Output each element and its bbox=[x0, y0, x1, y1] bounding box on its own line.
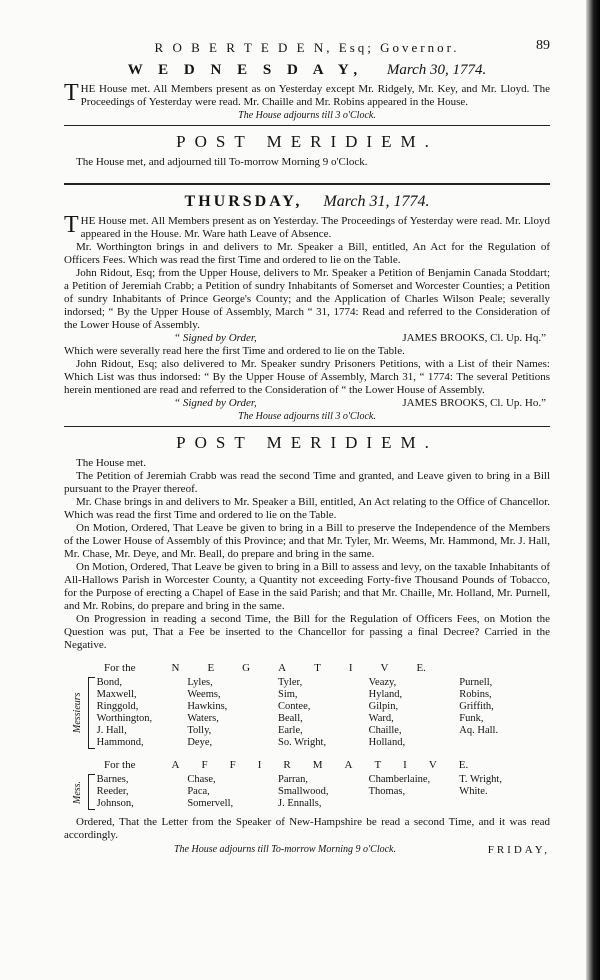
member-name: Waters, bbox=[187, 713, 219, 724]
pm-paragraph-6: On Progression in reading a second Time, the Bill for the Regulation of Officers Fees, on Motion the Question was put, That a Fee be inserted to the Chancellor for passing a final Decree? Carried in the Negative. bbox=[64, 613, 550, 651]
vote-letter: A bbox=[278, 662, 287, 674]
vote-letter: A bbox=[344, 759, 353, 771]
brace bbox=[88, 774, 95, 810]
member-name: Weems, bbox=[187, 689, 221, 700]
member-name: Ward, bbox=[368, 713, 394, 724]
member-name: Thomas, bbox=[368, 786, 406, 797]
catchword: FRIDAY, bbox=[487, 844, 550, 856]
member-name: Ringgold, bbox=[96, 701, 139, 712]
member-name: Maxwell, bbox=[96, 689, 137, 700]
member-name: Worthington, bbox=[96, 713, 153, 724]
post-meridiem-heading-2: POST MERIDIEM. bbox=[176, 433, 438, 452]
member-name: Chamberlaine, bbox=[368, 774, 431, 785]
member-name: Hawkins, bbox=[187, 701, 228, 712]
vote-for-label: For the bbox=[104, 759, 136, 771]
member-name: Bond, bbox=[96, 677, 123, 688]
vote-column bbox=[187, 677, 278, 749]
pm-paragraph-1: The House met. bbox=[76, 457, 146, 469]
vote-letter: R bbox=[283, 759, 291, 771]
brace-label: Messieurs bbox=[72, 692, 83, 734]
member-name: So. Wright, bbox=[277, 737, 327, 748]
vote-letter: I bbox=[257, 759, 262, 771]
pm-paragraph-5: On Motion, Ordered, That Leave be given to bring in a Bill to assess and levy, on the taxable Inhabitants of All-Hallows Parish in Worcester County, a Quantity not exceeding Forty-five Thousand Pounds of Tobacco, for the Purpose of erecting a Chapel of Ease in the said Parish; and that Mr. Chaille, Mr. Holland, Mr. Purnell, and Mr. Robins, do prepare and bring in the same. bbox=[64, 561, 550, 612]
brace bbox=[88, 677, 95, 749]
day-name: THURSDAY, bbox=[184, 193, 303, 210]
divider bbox=[64, 426, 550, 427]
signed-name: JAMES BROOKS, Cl. Up. Ho.” bbox=[402, 397, 546, 409]
vote-letter: T bbox=[314, 662, 321, 674]
member-name: Hyland, bbox=[368, 689, 403, 700]
thursday-paragraph-1: THE House met. All Members present as on Yesterday. The Proceedings of Yesterday were read. Mr. Lloyd appeared in the House. Mr. Ware hath Leave of Absence. bbox=[64, 212, 550, 240]
vote-letter: I bbox=[348, 662, 353, 674]
closing-adjourn: The House adjourns till To-morrow Morning 9 o'Clock. bbox=[174, 844, 396, 855]
page-number: 89 bbox=[536, 38, 550, 53]
vote-letter: T bbox=[374, 759, 382, 771]
vote-letter: E. bbox=[416, 662, 426, 674]
member-name: Reeder, bbox=[96, 786, 129, 797]
signed-name: JAMES BROOKS, Cl. Up. Hq.” bbox=[402, 332, 546, 344]
vote-column bbox=[97, 774, 188, 810]
negative-heading bbox=[104, 662, 550, 674]
member-name: Aq. Hall. bbox=[459, 725, 499, 736]
wednesday-adjourn: The House adjourns till 3 o'Clock. bbox=[238, 110, 376, 121]
vote-letter: V bbox=[380, 662, 389, 674]
member-name: Smallwood, bbox=[277, 786, 329, 797]
vote-column bbox=[278, 774, 369, 810]
pm-paragraph-4: On Motion, Ordered, That Leave be given to bring in a Bill to preserve the Independence of the Members of the Lower House of Assembly of this Province; and that Mr. Tyler, Mr. Weems, Mr. Hammond, Mr. J. Hall, Mr. Chase, Mr. Deye, and Mr. Beall, do prepare and bring in the same. bbox=[64, 522, 550, 560]
member-name: Beall, bbox=[277, 713, 303, 724]
closing-line bbox=[64, 844, 550, 856]
thursday-paragraph-3: John Ridout, Esq; from the Upper House, delivers to Mr. Speaker a Petition of Benjamin Canada Stoddart; a Petition of Jeremiah Crabb; a Petition of sundry Inhabitants of Somerset and Worcester Counties; a Petition of sundry Inhabitants of Prince George's County; and the Application of Charles Wilson Peale; severally indorsed; “ By the Upper House of Assembly, March “ 31, 1774: Read and referred to the Consideration of the Lower House of Assembly. bbox=[64, 267, 550, 331]
vote-column bbox=[459, 774, 550, 810]
vote-letter: E bbox=[207, 662, 215, 674]
vote-column bbox=[97, 677, 188, 749]
vote-column bbox=[369, 774, 460, 810]
member-name: J. Ennalls, bbox=[277, 798, 322, 809]
brace-label: Mess. bbox=[72, 780, 83, 804]
signature-line-2 bbox=[64, 397, 550, 410]
member-name: Parran, bbox=[277, 774, 309, 785]
vote-letter: A bbox=[171, 759, 180, 771]
vote-letter: F bbox=[229, 759, 236, 771]
post-meridiem-paragraph-1: The House met, and adjourned till To-morrow Morning 9 o'Clock. bbox=[76, 156, 368, 168]
affirmative-vote-list bbox=[72, 774, 550, 810]
member-name: Griffith, bbox=[459, 701, 494, 712]
day-heading-thursday bbox=[64, 193, 550, 211]
member-name: White. bbox=[459, 786, 488, 797]
thursday-paragraph-4: Which were severally read here the first Time and ordered to lie on the Table. bbox=[64, 345, 405, 357]
vote-letter: I bbox=[403, 759, 407, 771]
vote-column bbox=[369, 677, 460, 749]
thursday-adjourn: The House adjourns till 3 o'Clock. bbox=[238, 411, 376, 422]
vote-letter: F bbox=[201, 759, 208, 771]
member-name: Barnes, bbox=[96, 774, 129, 785]
vote-for-label: For the bbox=[104, 662, 136, 674]
member-name: Chase, bbox=[187, 774, 216, 785]
vote-letter: V bbox=[428, 759, 437, 771]
running-head bbox=[64, 40, 550, 60]
vote-column bbox=[278, 677, 369, 749]
vote-column bbox=[187, 774, 278, 810]
member-name: T. Wright, bbox=[459, 774, 502, 785]
member-name: J. Hall, bbox=[96, 725, 127, 736]
member-name: Somervell, bbox=[187, 798, 234, 809]
pm-paragraph-3: Mr. Chase brings in and delivers to Mr. Speaker a Bill, entitled, An Act relating to the Office of Chancellor. Which was read the first Time and ordered to lie on the Table. bbox=[64, 496, 550, 521]
member-name: Gilpin, bbox=[368, 701, 399, 712]
day-name: W E D N E S D A Y, bbox=[127, 62, 364, 78]
day-heading-wednesday bbox=[64, 62, 550, 79]
member-name: Tyler, bbox=[277, 677, 303, 688]
member-name: Veazy, bbox=[368, 677, 397, 688]
day-date: March 30, 1774. bbox=[386, 62, 487, 78]
member-name: Deye, bbox=[187, 737, 213, 748]
member-name: Earle, bbox=[277, 725, 303, 736]
signed-label: “ Signed by Order, bbox=[174, 397, 257, 409]
divider bbox=[64, 183, 550, 185]
member-name: Robins, bbox=[459, 689, 492, 700]
member-name: Chaille, bbox=[368, 725, 402, 736]
scan-edge bbox=[586, 0, 600, 980]
member-name: Paca, bbox=[187, 786, 210, 797]
pm-paragraph-2: The Petition of Jeremiah Crabb was read the second Time and granted, and Leave given to bring in a Bill pursuant to the Prayer thereof. bbox=[64, 470, 550, 495]
member-name: Sim, bbox=[277, 689, 298, 700]
negative-vote-list bbox=[72, 677, 550, 749]
affirmative-heading bbox=[104, 759, 550, 771]
member-name: Purnell, bbox=[459, 677, 493, 688]
signature-line-1 bbox=[64, 332, 550, 345]
member-name: Holland, bbox=[368, 737, 406, 748]
member-name: Hammond, bbox=[96, 737, 144, 748]
vote-column bbox=[459, 677, 550, 749]
member-name: Funk, bbox=[459, 713, 484, 724]
thursday-paragraph-5: John Ridout, Esq; also delivered to Mr. Speaker sundry Prisoners Petitions, with a List of their Names: Which List was thus indorsed: “ By the Upper House of Assembly, March 31, “ 1774: The several Petitions herein mentioned are read and referred to the Consideration of “ the Lower House of Assembly. bbox=[64, 358, 550, 396]
thursday-paragraph-2: Mr. Worthington brings in and delivers to Mr. Speaker a Bill, entitled, An Act for the Regulation of Officers Fees. Which was read the first Time and ordered to lie on the Table. bbox=[64, 241, 550, 266]
divider bbox=[64, 125, 550, 126]
member-name: Tolly, bbox=[187, 725, 212, 736]
member-name: Johnson, bbox=[96, 798, 134, 809]
closing-order: Ordered, That the Letter from the Speaker of New-Hampshire be read a second Time, and it was read accordingly. bbox=[64, 816, 550, 841]
signed-label: “ Signed by Order, bbox=[174, 332, 257, 344]
affirmative-word bbox=[171, 759, 468, 771]
vote-letter: E. bbox=[458, 759, 469, 771]
negative-word bbox=[171, 662, 425, 674]
wednesday-paragraph: THE House met. All Members present as on Yesterday except Mr. Ridgely, Mr. Key, and Mr. Lloyd. The Proceedings of Yesterday were read. Mr. Chaille and Mr. Robins appeared in the House. bbox=[64, 80, 550, 108]
day-date: March 31, 1774. bbox=[323, 193, 430, 210]
running-title: R O B E R T E D E N, Esq; Governor. bbox=[154, 40, 460, 55]
vote-letter: M bbox=[312, 759, 323, 771]
vote-letter: N bbox=[171, 662, 180, 674]
member-name: Lyles, bbox=[187, 677, 213, 688]
post-meridiem-heading-1: POST MERIDIEM. bbox=[176, 132, 438, 151]
member-name: Contee, bbox=[277, 701, 311, 712]
vote-letter: G bbox=[242, 662, 251, 674]
